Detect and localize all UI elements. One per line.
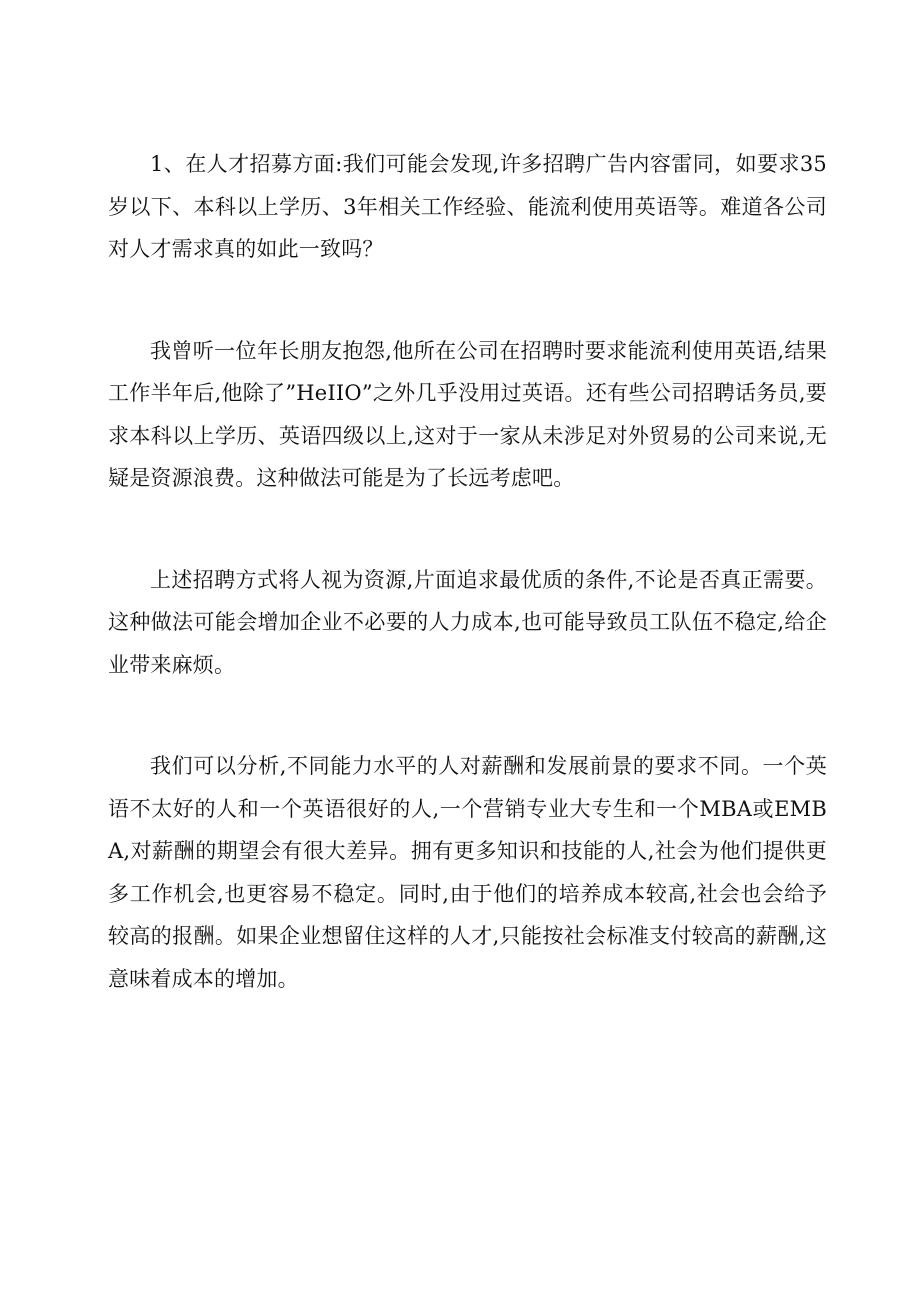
paragraph-recruitment-critique: 上述招聘方式将人视为资源,片面追求最优质的条件,不论是否真正需要。这种做法可能会增加企业不必要的人力成本,也可能导致员工队伍不稳定,给企业带来麻烦。 [108,567,827,677]
paragraph-recruitment-uniformity: 1、在人才招募方面:我们可能会发现,许多招聘广告内容雷同，如要求35岁以下、本科以上学历、3年相关工作经验、能流利使用英语等。难道各公司对人才需求真的如此一致吗？ [108,152,827,261]
paragraph-friend-complaint: 我曾听一位年长朋友抱怨,他所在公司在招聘时要求能流利使用英语,结果工作半年后,他除了”HeIIO”之外几乎没用过英语。还有些公司招聘话务员,要求本科以上学历、英语四级以上,这对于一家从未涉足对外贸易的公司来说,无疑是资源浪费。这种做法可能是为了长远考虑吧。 [108,338,827,490]
paragraph-salary-analysis: 我们可以分析,不同能力水平的人对薪酬和发展前景的要求不同。一个英语不太好的人和一个英语很好的人,一个营销专业大专生和一个MBA或EMBA,对薪酬的期望会有很大差异。拥有更多知识和技能的人,社会为他们提供更多工作机会,也更容易不稳定。同时,由于他们的培养成本较高,社会也会给予较高的报酬。如果企业想留住这样的人才,只能按社会标准支付较高的薪酬,这意味着成本的增加。 [108,754,827,991]
